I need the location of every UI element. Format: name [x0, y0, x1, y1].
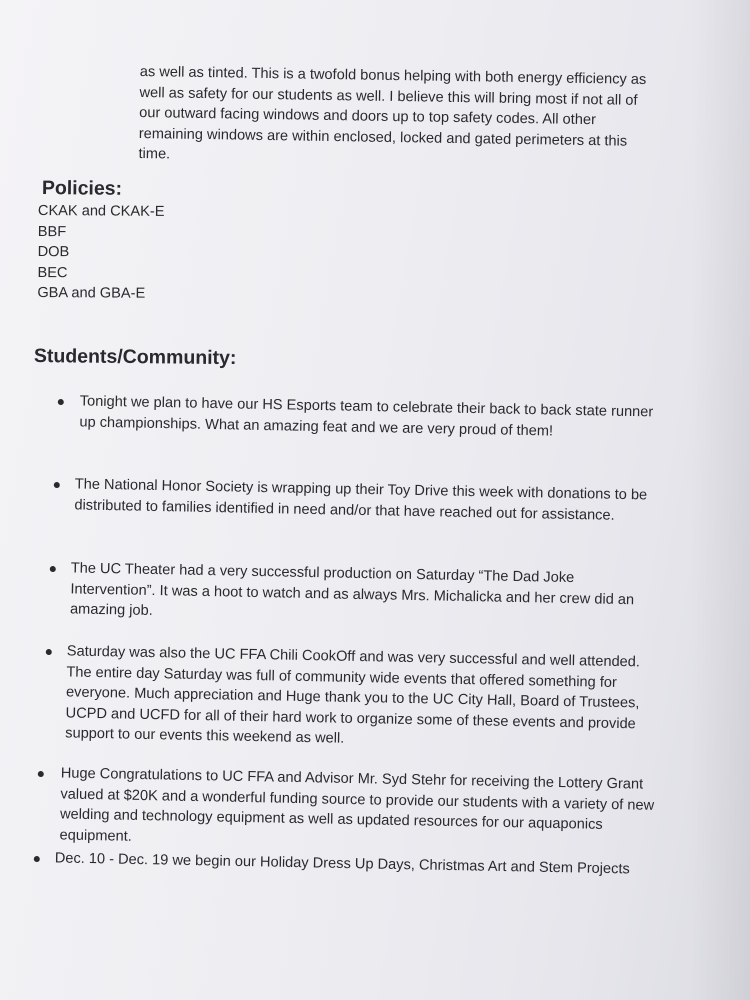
policies-list [37, 201, 164, 304]
bullet-dot [50, 566, 56, 572]
students-community-heading: Students/Community: [33, 345, 237, 370]
bullet-dot [58, 399, 64, 405]
bullet-item [44, 641, 660, 755]
bullet-dot [46, 649, 52, 655]
bullet-text: The UC Theater had a very successful production on Saturday “The Dad Joke Intervention”. It was a hoot to watch and as always Mrs. Michalicka and her crew did an amazing job. [69, 560, 635, 619]
bullet-text: Huge Congratulations to UC FFA and Advisor Mr. Syd Stehr for receiving the Lottery Grant valued at $20K and a wonderful funding source to provide our students with a variety of new welding and technology equipment as well as updated resources for our aquaponics equipment. [59, 765, 655, 845]
policy-item: CKAK and CKAK-E [37, 202, 165, 220]
policy-item: GBA and GBA-E [37, 284, 146, 302]
bullet-item [36, 763, 657, 857]
bullet-text: Dec. 10 - Dec. 19 we begin our Holiday Dress Up Days, Christmas Art and Stem Projects [54, 850, 630, 878]
intro-paragraph: as well as tinted. This is a twofold bonus helping with both energy efficiency as well as safety for our students as well. I believe this will bring most if not all of our outward facing windows and doors up to top safety codes. All other remaining windows are within enclosed, locked and gated perimeters at this time. [138, 63, 647, 163]
policy-item: BBF [37, 223, 67, 240]
bullet-text: Saturday was also the UC FFA Chili CookOff and was very successful and well attended. The entire day Saturday was full of community wide events that offered something for everyone. Much appreciation and Huge thank you to the UC City Hall, Board of Trustees, UCPD and UCFD for all of their hard work to organize some of these events and provide support to our events this weekend as well. [65, 643, 641, 747]
bullet-text: Tonight we plan to have our HS Esports team to celebrate their back to back state runner up championships. What an amazing feat and we are very proud of them! [79, 393, 654, 440]
bullet-text: The National Honor Society is wrapping up their Toy Drive this week with donations to be distributed to families identified in need and/or that have reached out for assistance. [74, 476, 648, 524]
bullet-item [53, 474, 658, 527]
policies-heading: Policies: [41, 177, 123, 200]
page-shadow [690, 0, 750, 1000]
policy-item: DOB [37, 243, 70, 261]
bullet-item [57, 391, 654, 443]
bullet-item [49, 558, 660, 631]
policy-item: BEC [37, 264, 68, 281]
bullet-dot [38, 771, 44, 777]
bullet-dot [34, 856, 40, 862]
bullet-dot [54, 482, 60, 488]
